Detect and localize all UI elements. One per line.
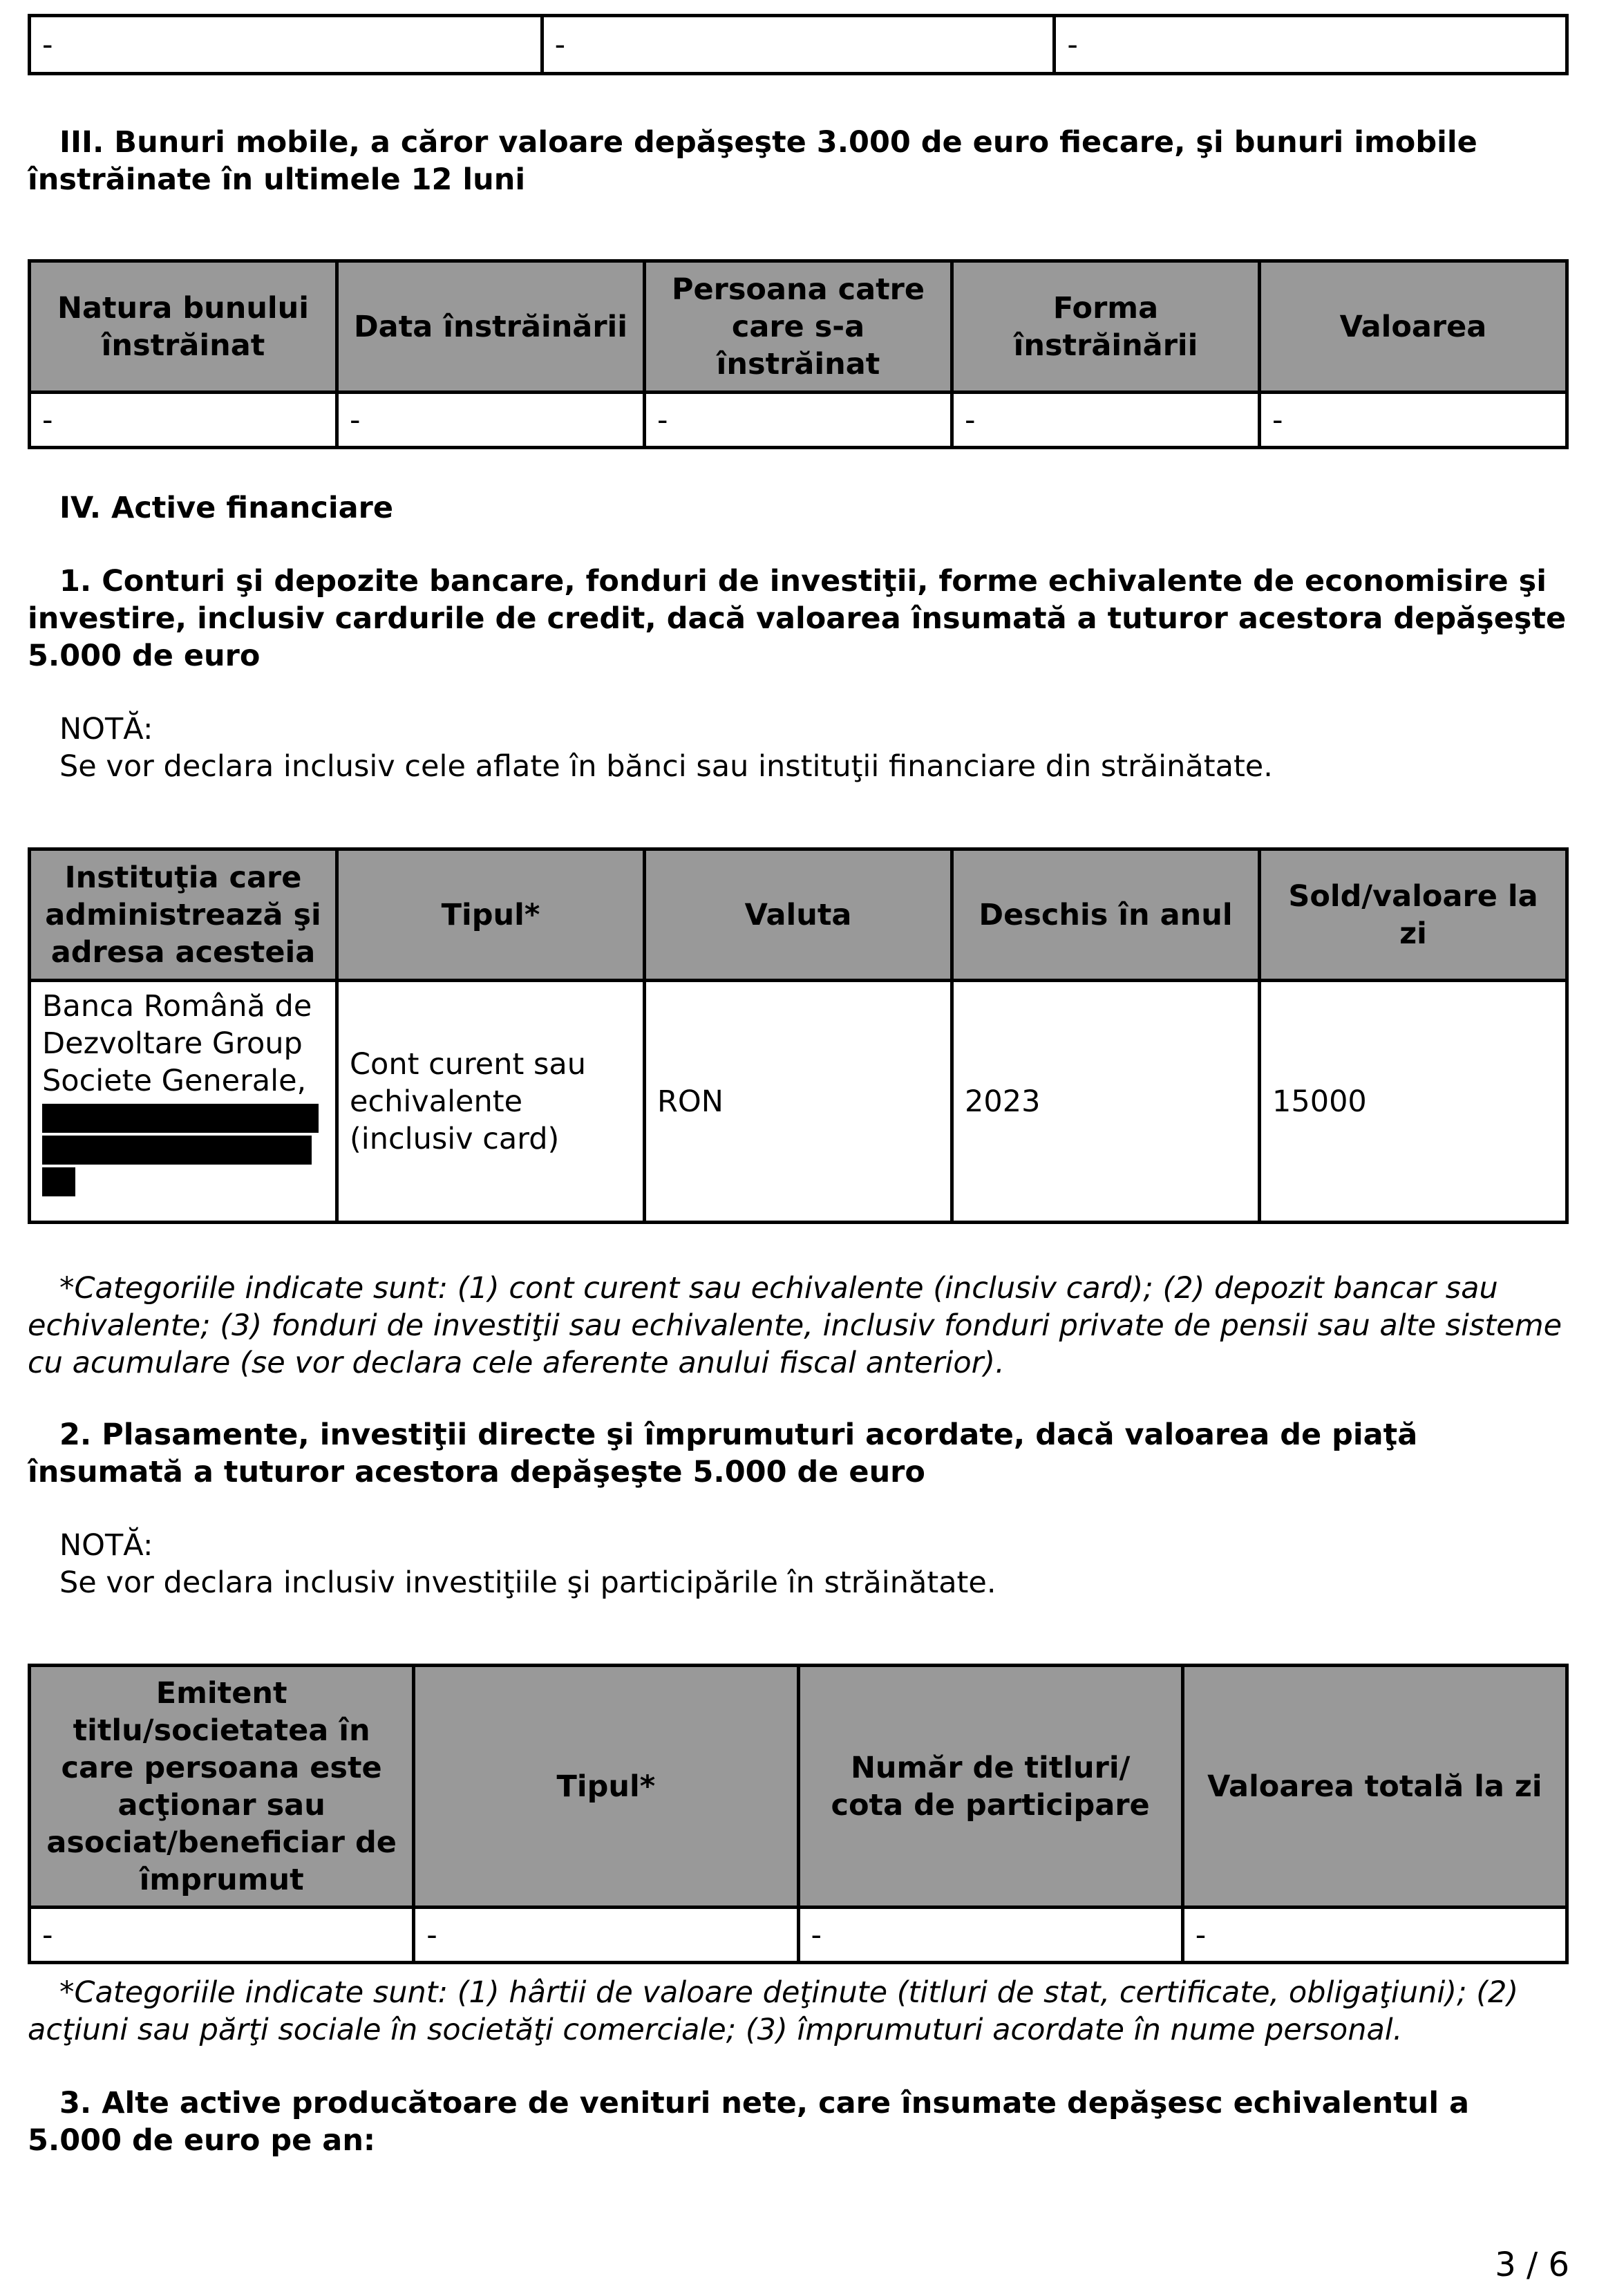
note-label: NOTĂ: xyxy=(59,712,153,746)
top-table xyxy=(28,14,1569,75)
subsection-3-heading: 3. Alte active producătoare de venituri nete, care însumate depăşesc echivalentul a 5.000 de euro pe an: xyxy=(28,2086,1470,2158)
alienated-goods-table xyxy=(28,259,1569,449)
table-cell: - xyxy=(30,393,337,448)
institution-cell xyxy=(30,981,337,1223)
table-cell: - xyxy=(798,1908,1182,1963)
page-number: 3 / 6 xyxy=(1495,2246,1569,2284)
table-cell: - xyxy=(952,393,1260,448)
table-header: Valoarea xyxy=(1260,261,1567,393)
table-header: Data înstrăinării xyxy=(337,261,645,393)
subsection-2-heading: 2. Plasamente, investiţii directe şi împrumuturi acordate, dacă valoarea de piaţă însumată a tuturor acestora depăşeşte 5.000 de euro xyxy=(28,1418,1418,1489)
table-cell: - xyxy=(30,16,542,74)
table-header: Instituţia care administrează şi adresa acesteia xyxy=(30,849,337,981)
section-3-heading: III. Bunuri mobile, a căror valoare depăşeşte 3.000 de euro fiecare, şi bunuri imobile înstrăinate în ultimele 12 luni xyxy=(28,125,1477,197)
table-header: Număr de titluri/ cota de participare xyxy=(798,1666,1182,1908)
table-header: Sold/valoare la zi xyxy=(1260,849,1567,981)
note-label: NOTĂ: xyxy=(59,1528,153,1563)
note-block xyxy=(28,1527,1569,1601)
investments-table xyxy=(28,1664,1569,1964)
note-text: Se vor declara inclusiv investiţiile şi participările în străinătate. xyxy=(59,1565,996,1600)
document-page xyxy=(28,14,1569,2159)
redaction-bar xyxy=(42,1104,319,1133)
currency-cell: RON xyxy=(645,981,952,1223)
table-cell: - xyxy=(30,1908,414,1963)
table-cell: - xyxy=(1055,16,1567,74)
redaction-bar xyxy=(42,1167,75,1196)
table-cell: - xyxy=(1260,393,1567,448)
table-header: Valoarea totală la zi xyxy=(1182,1666,1567,1908)
table-cell: - xyxy=(645,393,952,448)
table-header: Natura bunului înstrăinat xyxy=(30,261,337,393)
institution-name: Banca Română de Dezvoltare Group Societe Generale, xyxy=(42,989,312,1098)
footnote: *Categoriile indicate sunt: (1) hârtii de valoare deţinute (titluri de stat, certificate, obligaţiuni); (2) acţiuni sau părţi sociale în societăţi comerciale; (3) împrumuturi acordate în nume personal. xyxy=(28,1975,1519,2047)
table-header: Emitent titlu/societatea în care persoana este acţionar sau asociat/beneficiar de împrumut xyxy=(30,1666,414,1908)
note-text: Se vor declara inclusiv cele aflate în bănci sau instituţii financiare din străinătate. xyxy=(59,749,1273,784)
table-header: Forma înstrăinării xyxy=(952,261,1260,393)
table-header: Tipul* xyxy=(337,849,645,981)
subsection-1-heading: 1. Conturi şi depozite bancare, fonduri de investiţii, forme echivalente de economisire şi investire, inclusiv cardurile de credit, dacă valoarea însumată a tuturor acestora depăşeşte 5.000 de euro xyxy=(28,564,1567,673)
table-header: Tipul* xyxy=(414,1666,798,1908)
redaction-bar xyxy=(42,1136,312,1165)
table-cell: - xyxy=(414,1908,798,1963)
section-4-heading: IV. Active financiare xyxy=(59,491,393,525)
balance-cell: 15000 xyxy=(1260,981,1567,1223)
table-header: Deschis în anul xyxy=(952,849,1260,981)
table-cell: - xyxy=(1182,1908,1567,1963)
footnote: *Categoriile indicate sunt: (1) cont curent sau echivalente (inclusiv card); (2) depozit bancar sau echivalente; (3) fonduri de investiţii sau echivalente, inclusiv fonduri private de pensii sau alte sisteme cu acumulare (se vor declara cele aferente anului fiscal anterior). xyxy=(28,1271,1562,1380)
bank-accounts-table xyxy=(28,847,1569,1224)
table-cell: - xyxy=(542,16,1055,74)
table-header: Persoana catre care s-a înstrăinat xyxy=(645,261,952,393)
table-header: Valuta xyxy=(645,849,952,981)
note-block xyxy=(28,711,1569,785)
year-cell: 2023 xyxy=(952,981,1260,1223)
type-cell: Cont curent sau echivalente (inclusiv card) xyxy=(337,981,645,1223)
table-cell: - xyxy=(337,393,645,448)
